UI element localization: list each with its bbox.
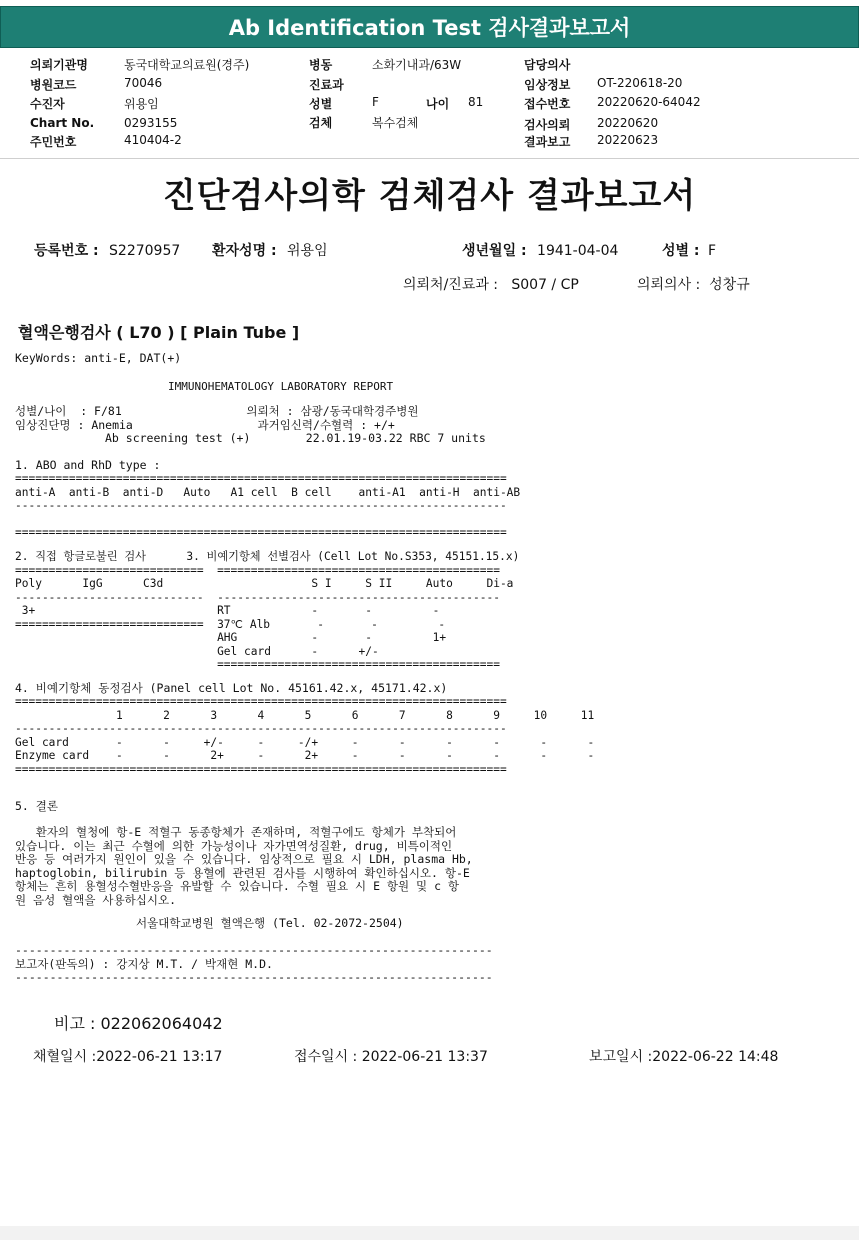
header-divider xyxy=(0,158,859,159)
code-label: 병원코드 xyxy=(30,78,77,92)
birth-date-value: 1941-04-04 xyxy=(537,243,619,259)
specimen-label: 검체 xyxy=(309,116,333,130)
patient-name xyxy=(212,240,328,260)
sex-label: 성별 xyxy=(309,97,333,111)
note: 비고 : 022062064042 xyxy=(54,1014,223,1033)
hospital-label: 의뢰기관명 xyxy=(30,58,88,72)
specimen-value: 복수검체 xyxy=(372,116,419,130)
patient-info-block: 성별/나이 : F/81 의뢰처 : 삼광/동국대학경주병원 임상진단명 : Anemia 과거임신력/수혈력 : +/+ Ab screening test (+) 22.01.19-03.22 RBC 7 units xyxy=(15,404,486,445)
sex-value: F xyxy=(372,95,379,109)
registration-label: 등록번호 : xyxy=(34,243,99,259)
referring-dept: 의뢰처/진료과 : S007 / CP xyxy=(403,277,579,293)
patient-sex-value: F xyxy=(707,243,717,259)
request-value: 20220620 xyxy=(597,116,659,130)
resident-value: 410404-2 xyxy=(124,133,182,147)
panel-table: ========================================================================= 1 2 3 4 5 6 7 8 9 10 11 ------------------------------------------------------------------------- Gel card - - +/- - -/+ - - - - - - Enzyme card - - 2+ - 2+ - - - - - - ========================================================================= xyxy=(15,695,595,776)
report-date-value: 20220623 xyxy=(597,133,659,147)
hospital-value: 동국대학교의료원(경주) xyxy=(124,58,250,72)
patient-sex xyxy=(662,240,716,260)
conclusion-title: 5. 결론 xyxy=(15,799,58,813)
chart-label: Chart No. xyxy=(30,116,95,130)
request-label: 검사의뢰 xyxy=(524,118,571,132)
chart-value: 0293155 xyxy=(124,116,178,130)
registration-number xyxy=(34,240,180,260)
blood-bank-contact: 서울대학교병원 혈액은행 (Tel. 02-2072-2504) xyxy=(136,916,404,930)
ward-value: 소화기내과/63W xyxy=(372,58,462,72)
birth-date-label: 생년월일 : xyxy=(462,243,527,259)
clinical-value: OT-220618-20 xyxy=(597,76,683,90)
collection-datetime: 채혈일시 :2022-06-21 13:17 xyxy=(33,1049,223,1065)
abo-rhd-title: 1. ABO and RhD type : xyxy=(15,458,161,472)
receipt-label: 접수번호 xyxy=(524,97,571,111)
report-banner: Ab Identification Test 검사결과보고서 xyxy=(0,6,859,48)
document-title: 진단검사의학 검체검사 결과보고서 xyxy=(162,176,697,216)
reporter-block: --------------------------------------------------------------------- 보고자(판독의) : 강지상 M.T. / 박재현 M.D. --------------------------------------------------------------------- xyxy=(15,943,493,984)
referring-doctor: 의뢰의사 : 성창규 xyxy=(637,277,750,293)
clinical-label: 임상정보 xyxy=(524,78,571,92)
receipt-datetime: 접수일시 : 2022-06-21 13:37 xyxy=(294,1049,488,1065)
age-label: 나이 xyxy=(426,97,450,111)
conclusion-text: 환자의 혈청에 항-E 적혈구 동종항체가 존재하며, 적혈구에도 항체가 부착되어 있습니다. 이는 최근 수혈에 의한 가능성이나 자가면역성질환, drug, 비특이적인 반응 등 여러가지 원인이 있을 수 있습니다. 임상적으로 필요 시 LDH, plasma Hb, haptoglobin, bilirubin 등 용혈에 관련된 검사를 시행하여 확인하십시오. 항-E 항체는 흔히 용혈성수혈반응을 유발할 수 있습니다. 수혈 필요 시 E 항원 및 c 항 원 음성 혈액을 사용하십시오. xyxy=(15,825,473,907)
blood-bank-section-title: 혈액은행검사 ( L70 ) [ Plain Tube ] xyxy=(18,323,300,342)
keywords: KeyWords: anti-E, DAT(+) xyxy=(15,351,182,365)
bottom-margin xyxy=(0,1226,859,1240)
receipt-value: 20220620-64042 xyxy=(597,95,701,109)
lab-report-title: IMMUNOHEMATOLOGY LABORATORY REPORT xyxy=(168,380,394,393)
patient-sex-label: 성별 : xyxy=(662,243,700,259)
age-value: 81 xyxy=(468,95,484,109)
report-datetime: 보고일시 :2022-06-22 14:48 xyxy=(589,1049,779,1065)
report-date-label: 결과보고 xyxy=(524,135,571,149)
birth-date xyxy=(462,240,618,260)
code-value: 70046 xyxy=(124,76,163,90)
panel-title: 4. 비예기항체 동정검사 (Panel cell Lot No. 45161.42.x, 45171.42.x) xyxy=(15,681,448,695)
patient-name-value: 위용임 xyxy=(287,243,328,259)
patient-name-label: 환자성명 : xyxy=(212,243,277,259)
recipient-value: 위용임 xyxy=(124,97,159,111)
registration-value: S2270957 xyxy=(109,243,181,259)
ward-label: 병동 xyxy=(309,58,333,72)
dept-label: 진료과 xyxy=(309,78,344,92)
resident-label: 주민번호 xyxy=(30,135,77,149)
dat-and-screening-table: 2. 직접 항글로불린 검사 3. 비예기항체 선별검사 (Cell Lot No.S353, 45151.15.x) ============================ ========================================== Poly IgG C3d S I S II Auto Di-a ---------------------------- ------------------------------------------ 3+ RT - - - ============================ 37℃ Alb - - - AHG - - 1+ Gel card - +/- ========================================== xyxy=(15,550,520,671)
abo-rhd-table: ========================================================================= anti-A anti-B anti-D Auto A1 cell B cell anti-A1 anti-H anti-AB ------------------------------------------------------------------------- ========================================================================= xyxy=(15,472,521,539)
recipient-label: 수진자 xyxy=(30,97,65,111)
doctor-label: 담당의사 xyxy=(524,58,571,72)
